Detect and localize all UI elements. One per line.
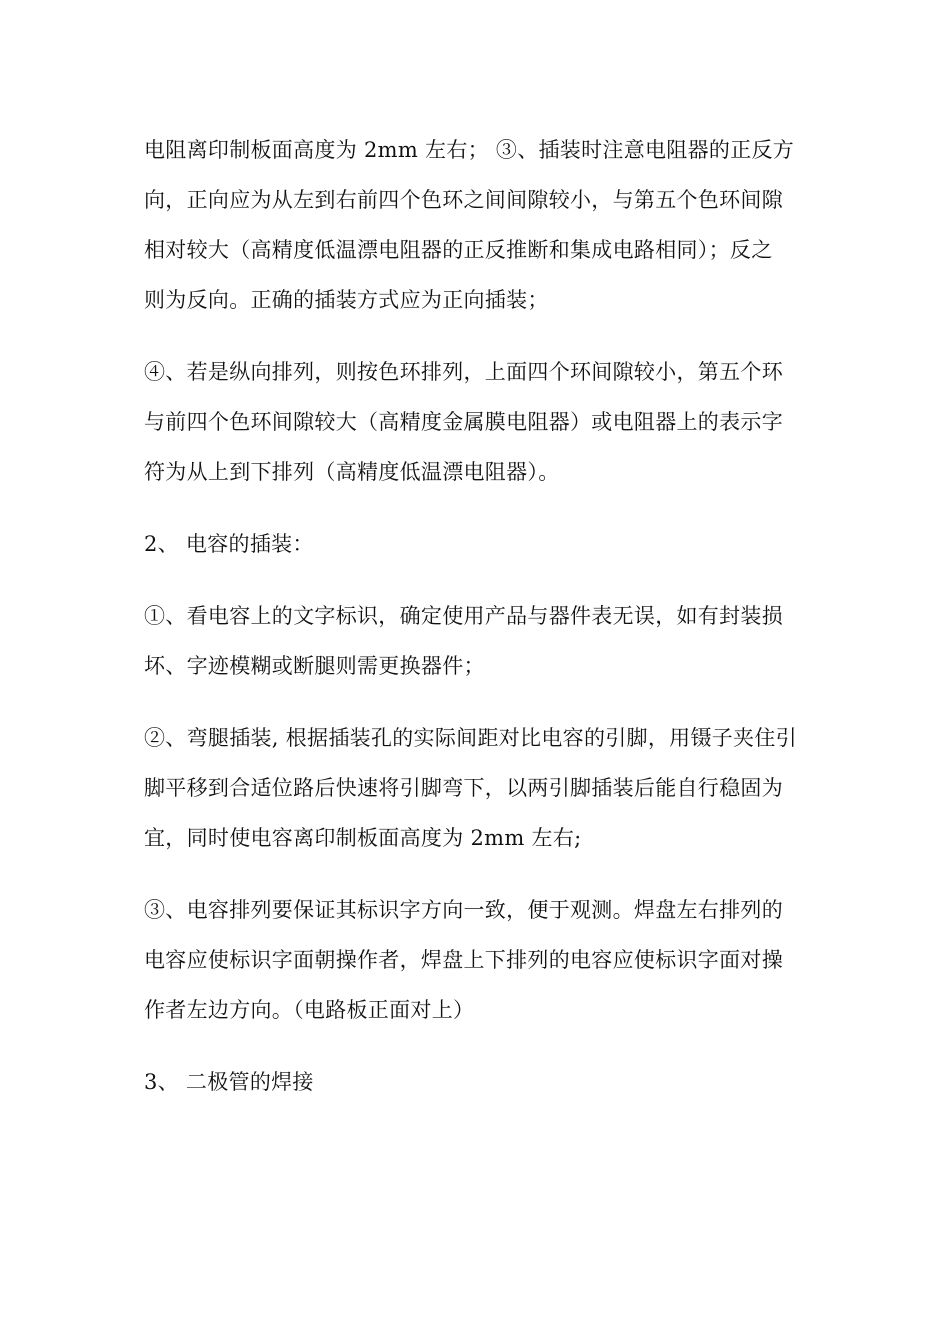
text-line: 向，正向应为从左到右前四个色环之间间隙较小，与第五个色环间隙 [144, 188, 783, 212]
section-heading: 2、 电容的插装： [144, 532, 314, 556]
text-line: 电容应使标识字面朝操作者，焊盘上下排列的电容应使标识字面对操 [144, 948, 783, 972]
text-line: ②、弯腿插装, 根据插装孔的实际间距对比电容的引脚，用镊子夹住引 [144, 726, 797, 750]
text-line: 与前四个色环间隙较大（高精度金属膜电阻器）或电阻器上的表示字 [144, 410, 783, 434]
text-line: 脚平移到合适位路后快速将引脚弯下，以两引脚插装后能自行稳固为 [144, 776, 783, 800]
text-line: ①、看电容上的文字标识，确定使用产品与器件表无误，如有封装损 [144, 604, 783, 628]
text-line: 则为反向。正确的插装方式应为正向插装； [144, 288, 549, 312]
text-line: ④、若是纵向排列，则按色环排列，上面四个环间隙较小，第五个环 [144, 360, 783, 384]
text-line: 电阻离印制板面高度为 2mm 左右； ③、插装时注意电阻器的正反方 [144, 138, 795, 162]
text-line: 作者左边方向。（电路板正面对上） [144, 998, 475, 1022]
text-line: 相对较大（高精度低温漂电阻器的正反推断和集成电路相同）；反之 [144, 238, 773, 262]
text-line: 符为从上到下排列（高精度低温漂电阻器）。 [144, 460, 560, 484]
text-line: 宜，同时使电容离印制板面高度为 2mm 左右; [144, 826, 582, 850]
section-heading: 3、 二极管的焊接 [144, 1070, 314, 1094]
text-line: ③、电容排列要保证其标识字方向一致，便于观测。焊盘左右排列的 [144, 898, 783, 922]
text-line: 坏、字迹模糊或断腿则需更换器件； [144, 654, 485, 678]
